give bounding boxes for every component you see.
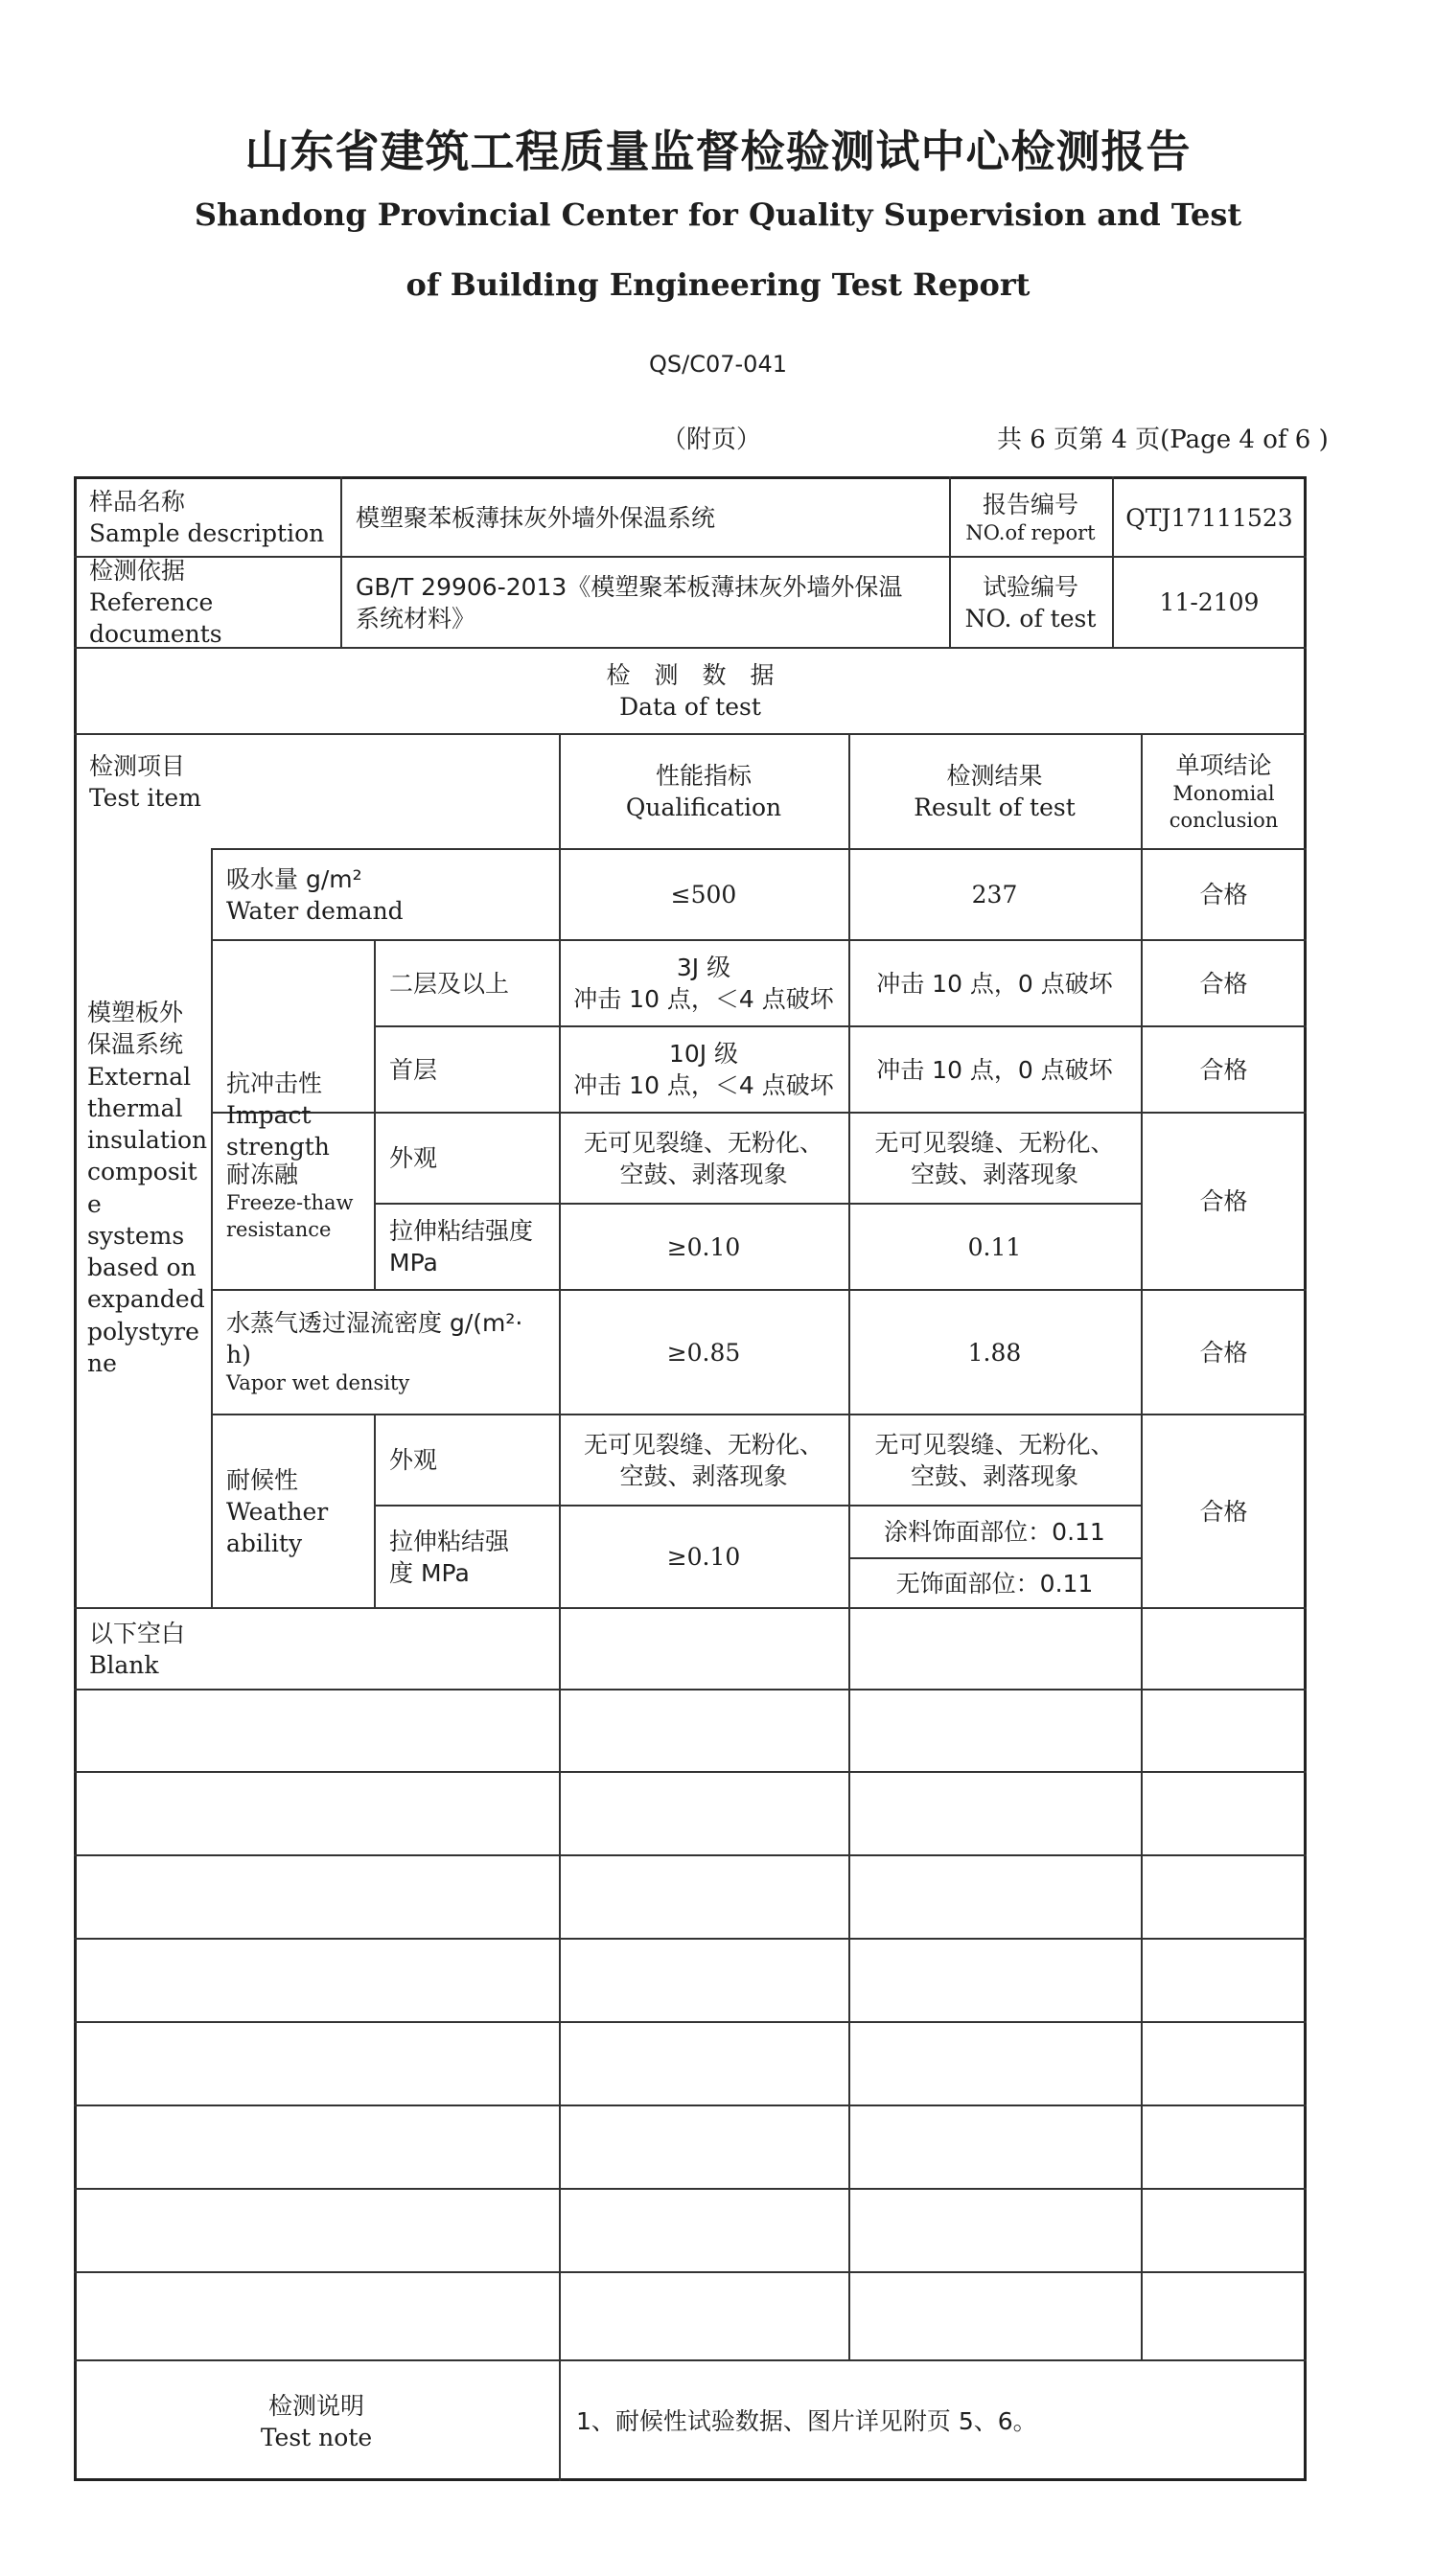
column-header-result-cn: 检测结果 [946,762,1043,790]
weather-bond-strength-result-coated: 涂料饰面部位：0.11 [884,1518,1105,1546]
test-note-label-cn: 检测说明 [267,2391,364,2420]
system-label-en-line: composit [87,1158,197,1186]
column-header-result [848,735,1141,848]
blank-marker-en: Blank [89,1650,159,1679]
freeze-thaw-appearance-qualification [559,1114,848,1203]
vapor-density-label-cn-line1: 水蒸气透过湿流密度 g/(m²· [226,1309,523,1338]
report-title-chinese: 山东省建筑工程质量监督检验测试中心检测报告 [244,126,1192,177]
column-header-qualification-en: Qualification [625,794,782,821]
system-label-en-line: expanded [87,1285,205,1314]
impact-upper-floors-conclusion: 合格 [1199,969,1248,998]
test-number-value: 11-2109 [1159,588,1260,616]
impact-upper-floors-label: 二层及以上 [389,969,510,998]
sample-value: 模塑聚苯板薄抹灰外墙外保温系统 [356,503,716,532]
impact-strength-label-cn: 抗冲击性 [226,1070,323,1097]
divider [74,1771,1307,1773]
weather-bond-strength-label-line2: 度 MPa [389,1558,470,1587]
vapor-density-label-cn-line2: h) [226,1341,251,1369]
reference-label-en: Reference documents [89,588,222,648]
system-label-cn-line2: 保温系统 [87,1030,184,1059]
impact-ground-floor-qualification-line2: 冲击 10 点，＜4 点破坏 [573,1071,834,1099]
reference-value [340,558,949,647]
water-demand-conclusion: 合格 [1199,881,1248,908]
appendix-label: （附页） [661,426,762,454]
divider [74,1854,1307,1856]
report-number-label [949,479,1112,556]
impact-upper-floors-qualification-line1: 3J 级 [676,954,731,981]
weather-ability-label-en-line2: ability [226,1529,303,1557]
data-section-title-en: Data of test [619,693,761,721]
weather-appearance-qualification-line2: 空鼓、剥落现象 [619,1461,788,1490]
report-title-english-line2: of Building Engineering Test Report [405,266,1031,303]
divider [74,2188,1307,2190]
reference-label-cn: 检测依据 [89,557,186,585]
freeze-thaw-label-en-line2: resistance [226,1218,332,1241]
weather-appearance-qualification-line1: 无可见裂缝、无粉化、 [583,1430,823,1459]
system-label-en-line: ne [87,1348,117,1377]
system-label-en-line: based on [87,1254,197,1281]
freeze-thaw-label-en-line1: Freeze-thaw [226,1191,354,1215]
report-number-value: QTJ17111523 [1125,503,1293,532]
column-header-qualification [559,735,848,848]
test-note-text: 1、耐候性试验数据、图片详见附页 5、6。 [576,2407,1037,2435]
freeze-thaw-bond-strength-label [374,1205,559,1289]
report-number-label-cn: 报告编号 [982,490,1078,518]
blank-marker-cn: 以下空白 [89,1619,186,1647]
vapor-density-label-en: Vapor wet density [226,1371,410,1395]
freeze-thaw-bond-strength-qualification: ≥0.10 [666,1232,741,1261]
column-header-conclusion-en-line1: Monomial [1172,781,1275,805]
divider [74,2021,1307,2023]
column-header-item-en: Test item [89,784,201,812]
impact-upper-floors-qualification-line2: 冲击 10 点，＜4 点破坏 [573,985,834,1013]
weather-appearance-result-line2: 空鼓、剥落现象 [910,1461,1078,1490]
data-section-title-cn: 检 测 数 据 [606,661,775,689]
freeze-thaw-appearance-label: 外观 [389,1144,438,1172]
freeze-thaw-label [211,1114,374,1289]
weather-bond-strength-label-line1: 拉伸粘结强 [389,1527,510,1555]
water-demand-label-cn: 吸水量 g/m² [226,864,362,893]
water-demand-label-en: Water demand [226,896,404,925]
impact-strength-label-en-line1: Impact [226,1101,312,1129]
freeze-thaw-bond-strength-result: 0.11 [967,1232,1022,1261]
weather-appearance-qualification [559,1415,848,1505]
column-header-item [74,735,559,848]
impact-ground-floor-qualification-line1: 10J 级 [668,1040,739,1068]
column-header-item-cn: 检测项目 [89,752,186,780]
freeze-thaw-appearance-qualification-line1: 无可见裂缝、无粉化、 [583,1128,823,1157]
vapor-density-qualification: ≥0.85 [666,1338,741,1367]
vapor-density-result: 1.88 [967,1338,1022,1367]
weather-appearance-result-line1: 无可见裂缝、无粉化、 [874,1430,1115,1459]
weather-ability-label-cn: 耐候性 [226,1465,299,1494]
freeze-thaw-conclusion: 合格 [1199,1187,1248,1215]
system-label-en-line: External [87,1062,192,1091]
column-header-qualification-cn: 性能指标 [655,762,752,790]
water-demand-qualification: ≤500 [670,881,737,908]
test-number-label-cn: 试验编号 [982,572,1078,601]
weather-ability-conclusion: 合格 [1199,1497,1248,1526]
test-note-label-en: Test note [260,2423,373,2451]
sample-label-cn: 样品名称 [89,488,186,516]
form-code: QS/C07-041 [649,351,787,378]
reference-label [74,558,340,647]
column-header-conclusion [1141,735,1307,848]
freeze-thaw-label-cn: 耐冻融 [226,1161,299,1189]
weather-ability-label [211,1415,374,1607]
reference-value-line2: 系统材料》 [356,604,476,632]
freeze-thaw-bond-strength-label-line2: MPa [389,1249,438,1276]
vapor-density-label [211,1291,559,1414]
vapor-density-conclusion: 合格 [1199,1338,1248,1367]
freeze-thaw-appearance-result-line2: 空鼓、剥落现象 [910,1160,1078,1188]
system-label-en-line: thermal [87,1093,183,1122]
freeze-thaw-appearance-result-line1: 无可见裂缝、无粉化、 [874,1128,1115,1157]
divider [74,1689,1307,1690]
page-indicator: 共 6 页第 4 页(Page 4 of 6 ) [997,426,1329,454]
test-number-label-en: NO. of test [964,604,1097,632]
sample-label-en: Sample description [89,519,325,547]
system-label-en-line: insulation [87,1126,208,1154]
system-label [74,997,211,1457]
weather-bond-strength-label [374,1506,559,1607]
data-section-title [74,649,1307,733]
system-label-en-line: polystyre [87,1317,199,1346]
impact-upper-floors-qualification [559,941,848,1025]
freeze-thaw-bond-strength-label-line1: 拉伸粘结强度 [389,1217,534,1245]
test-note-label [74,2361,559,2481]
weather-appearance-result [848,1415,1141,1505]
report-title-english-line1: Shandong Provincial Center for Quality Supervision and Test [194,196,1242,233]
system-label-cn-line1: 模塑板外 [87,999,184,1026]
column-header-conclusion-en-line2: conclusion [1169,808,1279,832]
blank-marker [74,1609,559,1689]
weather-appearance-label: 外观 [389,1446,438,1474]
impact-ground-floor-label: 首层 [389,1055,438,1084]
freeze-thaw-appearance-result [848,1114,1141,1203]
column-header-conclusion-cn: 单项结论 [1175,750,1272,779]
divider [74,1938,1307,1940]
report-number-label-en: NO.of report [965,520,1096,544]
impact-ground-floor-result: 冲击 10 点，0 点破坏 [876,1055,1113,1084]
impact-ground-floor-qualification [559,1027,848,1112]
divider [74,2104,1307,2106]
impact-upper-floors-result: 冲击 10 点，0 点破坏 [876,969,1113,998]
system-label-en-line: e systems [87,1189,185,1250]
sample-label [74,479,340,556]
impact-ground-floor-conclusion: 合格 [1199,1055,1248,1084]
reference-value-line1: GB/T 29906-2013《模塑聚苯板薄抹灰外墙外保温 [356,572,903,601]
weather-bond-strength-qualification: ≥0.10 [666,1543,741,1571]
divider [74,2271,1307,2273]
freeze-thaw-appearance-qualification-line2: 空鼓、剥落现象 [619,1160,788,1188]
column-header-result-en: Result of test [914,794,1076,821]
weather-ability-label-en-line1: Weather [226,1497,329,1526]
water-demand-label [211,850,559,939]
weather-bond-strength-result-uncoated: 无饰面部位：0.11 [895,1569,1094,1598]
water-demand-result: 237 [971,881,1018,908]
impact-strength-label-en-line2: strength [226,1133,330,1161]
test-number-label [949,558,1112,647]
